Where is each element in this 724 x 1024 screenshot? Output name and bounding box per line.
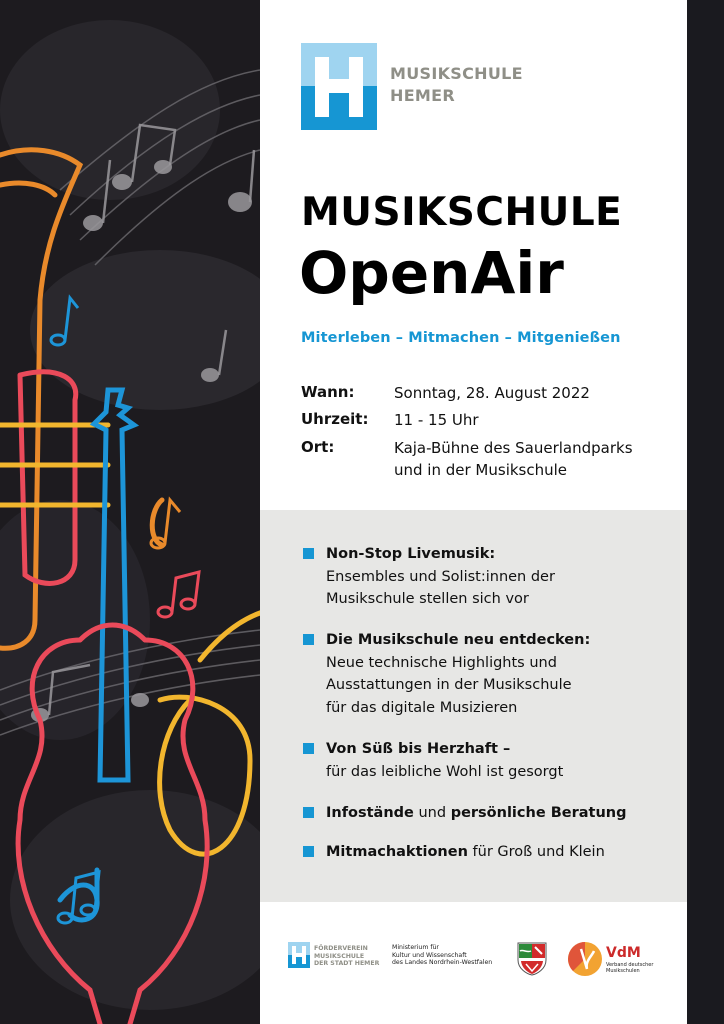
bullet-square-icon [303, 548, 314, 559]
bullet-square-icon [303, 634, 314, 645]
bullet-entdecken [326, 629, 681, 719]
bullet-bold: persönliche Beratung [450, 805, 627, 821]
bullet-line: Ausstattungen in der Musikschule [326, 677, 572, 693]
bullet-line: Neue technische Highlights und [326, 654, 557, 671]
logo-text-line2: HEMER [390, 86, 455, 105]
content-panel [260, 0, 687, 1024]
bullet-square-icon [303, 846, 314, 857]
info-value-place: Kaja-Bühne des Sauerlandparks [394, 439, 633, 457]
bullet-bold: Infostände [326, 805, 414, 821]
bullet-line: Ensembles und Solist:innen der [326, 568, 555, 585]
vdm-name: VdM [606, 945, 641, 961]
bullet-line: Musikschule stellen sich vor [326, 591, 529, 607]
vdm-logo-icon [567, 941, 603, 977]
right-edge-strip [687, 0, 724, 1024]
info-label-place: Ort: [301, 438, 335, 456]
bullet-mitmachaktionen [326, 841, 681, 864]
foerder-line: DER STADT HEMER [314, 960, 380, 967]
vdm-subtitle [606, 962, 653, 974]
bullet-title: Die Musikschule neu entdecken: [326, 632, 591, 648]
info-label-when: Wann: [301, 383, 355, 401]
bullet-square-icon [303, 743, 314, 754]
ministry-text [392, 944, 492, 967]
vdm-sub-line: Verband deutscher [606, 962, 654, 968]
vdm-sub-line: Musikschulen [606, 968, 640, 974]
info-value-place-2: und in der Musikschule [394, 461, 568, 479]
logo-text-line1: MUSIKSCHULE [390, 64, 523, 83]
foerder-line: MUSIKSCHULE [314, 952, 365, 960]
ministry-line: des Landes Nordrhein-Westfalen [392, 959, 493, 966]
bullet-plain: für Groß und Klein [467, 844, 605, 860]
ministry-line: Kultur und Wissenschaft [392, 951, 467, 959]
foerderverein-text [314, 945, 379, 968]
title-line1: MUSIKSCHULE [301, 190, 623, 235]
nrw-coat-of-arms-icon [517, 942, 547, 976]
info-label-time: Uhrzeit: [301, 410, 369, 428]
bullet-line: für das digitale Musizieren [326, 699, 518, 716]
foerderverein-logo-icon [288, 942, 310, 968]
bullet-bold: Mitmachaktionen [326, 844, 468, 860]
bullet-square-icon [303, 807, 314, 818]
bullet-livemusik [326, 543, 681, 611]
info-value-time: 11 - 15 Uhr [394, 411, 479, 429]
bullet-title: Non-Stop Livemusik: [326, 546, 496, 562]
ministry-line: Ministerium für [392, 944, 439, 951]
bullet-line: für das leibliche Wohl ist gesorgt [326, 763, 564, 780]
bullet-plain: und [413, 805, 451, 821]
bullet-verpflegung [326, 738, 681, 783]
info-value-when: Sonntag, 28. August 2022 [394, 384, 590, 402]
musikschule-logo-icon [301, 43, 377, 130]
foerder-line: FÖRDERVEREIN [314, 945, 368, 952]
tagline: Miterleben – Mitmachen – Mitgenießen [301, 330, 621, 346]
title-line2: OpenAir [299, 239, 564, 307]
bullet-title: Von Süß bis Herzhaft – [326, 741, 511, 757]
bullet-infostaende [326, 802, 681, 825]
